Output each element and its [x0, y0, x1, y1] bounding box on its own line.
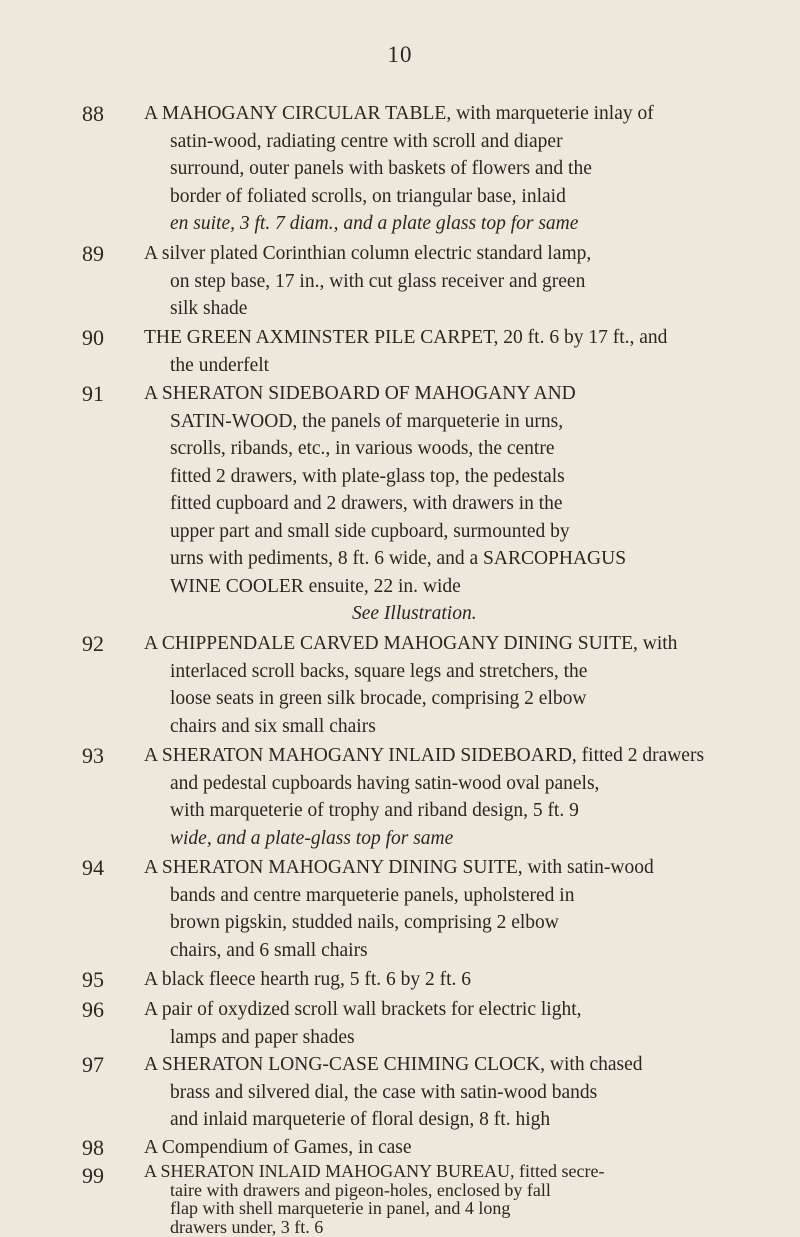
lot-line: A CHIPPENDALE CARVED MAHOGANY DINING SUITE, with: [144, 633, 678, 654]
lot-description: [144, 1051, 764, 1134]
lot-description: [144, 742, 764, 852]
lot-line: A SHERATON SIDEBOARD OF MAHOGANY AND: [144, 383, 576, 404]
lot-description: [144, 324, 764, 379]
lot-line: A pair of oxydized scroll wall brackets for electric light,: [144, 999, 582, 1020]
lot-line: A Compendium of Games, in case: [144, 1137, 412, 1158]
lot-line: taire with drawers and pigeon-holes, enclosed by fall: [170, 1179, 551, 1200]
lot-line: scrolls, ribands, etc., in various woods, the centre: [170, 438, 555, 459]
lot-number: 93: [82, 743, 104, 768]
lot-number: 95: [82, 967, 104, 992]
lot-description: [144, 380, 764, 628]
lot-line: en suite, 3 ft. 7 diam., and a plate glass top for same: [170, 213, 579, 234]
lot-number: 94: [82, 855, 104, 880]
illustration-note: See Illustration.: [352, 603, 477, 624]
lot-description: [144, 100, 764, 238]
lot-line: A silver plated Corinthian column electric standard lamp,: [144, 243, 592, 264]
lot-line: wide, and a plate-glass top for same: [170, 827, 454, 849]
lot-line: border of foliated scrolls, on triangular base, inlaid: [170, 185, 566, 207]
lot-line: flap with shell marqueterie in panel, and 4 long: [170, 1198, 511, 1218]
lot-number: 90: [82, 325, 104, 350]
lot-line: upper part and small side cupboard, surmounted by: [170, 520, 570, 542]
lot-line: SATIN-WOOD, the panels of marqueterie in urns,: [170, 410, 564, 432]
lot-line: chairs and six small chairs: [170, 715, 376, 737]
lot-line: fitted cupboard and 2 drawers, with drawers in the: [170, 493, 563, 514]
lot-line: brass and silvered dial, the case with satin-wood bands: [170, 1081, 598, 1103]
lot-number: 99: [82, 1163, 104, 1188]
lot-line: A SHERATON LONG-CASE CHIMING CLOCK, with chased: [144, 1054, 643, 1075]
lot-line: and pedestal cupboards having satin-wood oval panels,: [170, 772, 600, 794]
lot-line: A MAHOGANY CIRCULAR TABLE, with marqueterie inlay of: [144, 103, 654, 124]
lot-line: the underfelt: [170, 354, 270, 376]
lot-line: interlaced scroll backs, square legs and stretchers, the: [170, 660, 588, 682]
lot-line: satin-wood, radiating centre with scroll and diaper: [170, 130, 563, 152]
lot-line: A SHERATON MAHOGANY INLAID SIDEBOARD, fitted 2 drawers: [144, 745, 705, 766]
lot-number: 96: [82, 997, 104, 1022]
lot-line: surround, outer panels with baskets of flowers and the: [170, 158, 592, 179]
lot-line: urns with pediments, 8 ft. 6 wide, and a SARCOPHAGUS: [170, 548, 627, 569]
lot-line: and inlaid marqueterie of floral design, 8 ft. high: [170, 1109, 551, 1130]
lot-number: 91: [82, 381, 104, 406]
lot-line: A black fleece hearth rug, 5 ft. 6 by 2 ft. 6: [144, 969, 472, 990]
lot-number: 92: [82, 631, 104, 656]
lot-line: brown pigskin, studded nails, comprising 2 elbow: [170, 912, 559, 933]
lot-number: 88: [82, 101, 104, 126]
lot-number: 98: [82, 1135, 104, 1160]
lot-description: [144, 854, 764, 964]
lot-line: lamps and paper shades: [170, 1026, 355, 1048]
lot-line: silk shade: [170, 298, 248, 319]
lot-description: [144, 1162, 764, 1236]
lot-line: with marqueterie of trophy and riband design, 5 ft. 9: [170, 800, 579, 821]
lot-line: on step base, 17 in., with cut glass receiver and green: [170, 270, 586, 292]
lot-description: [144, 240, 764, 323]
lot-line: bands and centre marqueterie panels, upholstered in: [170, 884, 575, 906]
page-number: 10: [387, 42, 413, 67]
lot-line: A SHERATON MAHOGANY DINING SUITE, with satin-wood: [144, 857, 654, 878]
lot-line: THE GREEN AXMINSTER PILE CARPET, 20 ft. 6 by 17 ft., and: [144, 327, 668, 348]
lot-description: [144, 966, 764, 994]
lot-line: chairs, and 6 small chairs: [170, 939, 368, 961]
lot-number: 97: [82, 1052, 104, 1077]
lot-description: [144, 996, 764, 1051]
lot-description: [144, 630, 764, 740]
lot-description: [144, 1134, 764, 1162]
lot-line: fitted 2 drawers, with plate-glass top, the pedestals: [170, 465, 565, 487]
lot-number: 89: [82, 241, 104, 266]
lot-line: drawers under, 3 ft. 6: [170, 1216, 324, 1237]
lot-line: WINE COOLER ensuite, 22 in. wide: [170, 575, 461, 597]
lot-line: A SHERATON INLAID MAHOGANY BUREAU, fitted secre-: [144, 1161, 605, 1181]
lot-line: loose seats in green silk brocade, comprising 2 elbow: [170, 688, 587, 709]
